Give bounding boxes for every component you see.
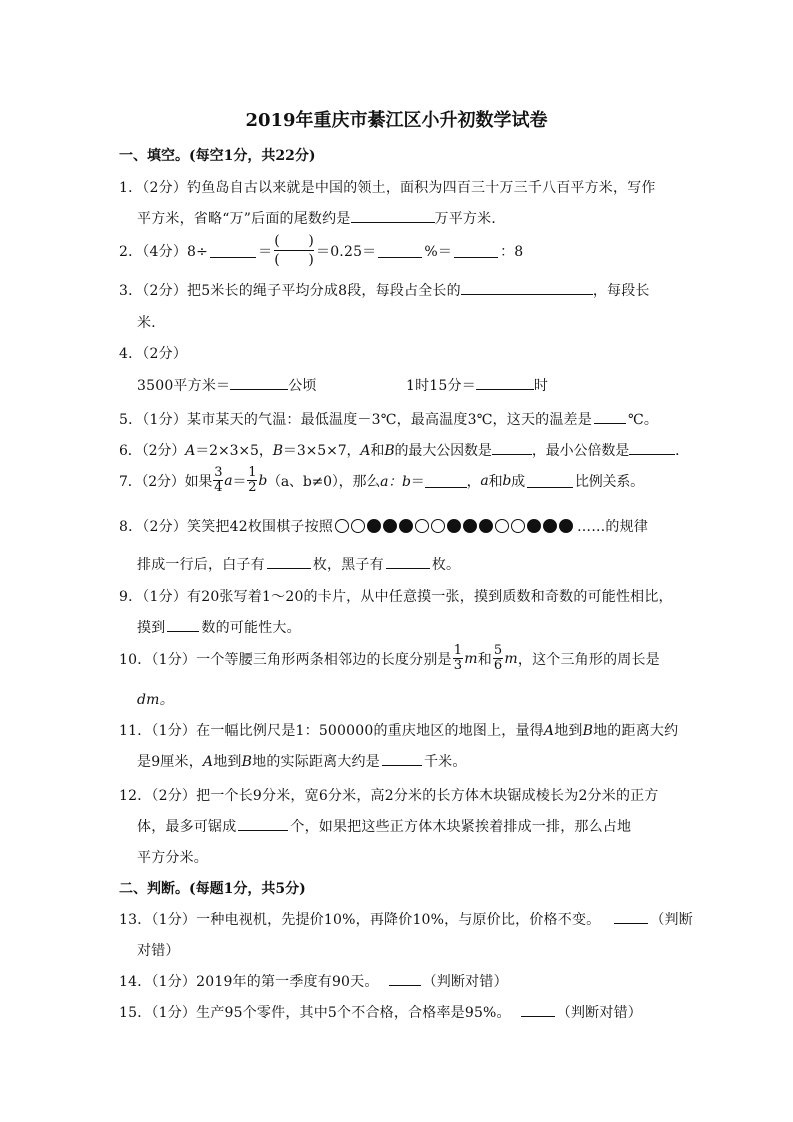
answer-blank[interactable] [389, 971, 421, 986]
q14-text: 14．（1分）2019年的第一季度有90天。 [119, 974, 379, 990]
q5-text-b: ℃。 [627, 412, 659, 428]
question-9-line-1: 9．（1分）有20张写着1～20的卡片，从中任意摸一张，摸到质数和奇数的可能性相比， [119, 589, 673, 605]
question-11-line-2 [137, 751, 467, 771]
q12-text: 体，最多可锯成 [137, 819, 237, 835]
answer-blank[interactable] [267, 554, 311, 569]
q6-text: ＝2×3×5， [195, 443, 273, 459]
q11-text: 是9厘米， [137, 754, 203, 770]
q7-text: （a、b≠0），那么 [267, 473, 381, 490]
q7-text: ， [466, 473, 481, 490]
q13-text: 13．（1分）一种电视机，先提价10%，再降价10%，与原价比，价格不变。 [119, 912, 601, 928]
q4-text-a: 3500平方米＝ [137, 378, 231, 394]
question-4-part-a [137, 375, 317, 395]
q3-text-a: 3．（2分）把5米长的绳子平均分成8段，每段占全长的 [119, 283, 461, 299]
fraction-denominator: 6 [493, 658, 503, 673]
black-stone-icon [463, 519, 477, 533]
white-stone-icon [335, 519, 349, 533]
page-title: 2019年重庆市綦江区小升初数学试卷 [245, 110, 548, 131]
q9-text: 摸到 [137, 620, 166, 636]
answer-blank[interactable] [614, 909, 648, 924]
question-12-line-2 [137, 816, 631, 836]
q11-text: 地到 [213, 754, 242, 770]
q5-text-a: 5．（1分）某市某天的气温：最低温度－3℃，最高温度3℃，这天的温差是 [119, 412, 592, 428]
fraction-five-sixths [493, 644, 503, 673]
q6-text: ． [675, 443, 690, 459]
question-10-line-1 [119, 644, 660, 673]
q6-text: ，最小公倍数是 [531, 443, 630, 459]
q2-text-e: ：8 [500, 243, 524, 260]
q7-text: ＝ [410, 473, 425, 490]
q7-text: 成 [511, 473, 525, 490]
answer-blank[interactable] [527, 473, 573, 488]
point-b: B [582, 723, 594, 739]
fraction-numerator: 1 [453, 643, 463, 658]
point-a: A [202, 754, 214, 770]
variable-b: b [502, 472, 512, 489]
white-stone-icon [495, 519, 509, 533]
black-stone-icon [479, 519, 493, 533]
variable-a: a [480, 472, 489, 489]
q2-text-c: ＝0.25＝ [316, 243, 377, 260]
q7-text: 和 [488, 473, 503, 490]
q6-text: 和 [370, 443, 385, 459]
q9-text: 数的可能性大。 [201, 620, 301, 636]
black-stone-icon [399, 519, 413, 533]
question-1-line-1: 1．（2分）钓鱼岛自古以来就是中国的领土，面积为四百三十万三千八百平方米，写作 [119, 180, 656, 196]
answer-blank[interactable] [351, 208, 435, 223]
white-stone-icon [351, 519, 365, 533]
variable-b: b [258, 472, 268, 489]
q8-text: 枚。 [431, 557, 461, 573]
q10-text: 和 [477, 651, 492, 668]
q11-text: 地到 [554, 723, 583, 739]
q7-text: 7．（2分）如果 [119, 473, 213, 490]
variable-a: A [360, 443, 371, 459]
fraction-three-quarters [213, 466, 223, 495]
question-2 [119, 232, 523, 269]
black-stone-icon [383, 519, 397, 533]
fraction-denominator: 4 [214, 480, 223, 495]
q4-text-d: 时 [533, 378, 549, 394]
question-1-line-2 [137, 208, 506, 228]
fraction-denominator: 3 [453, 658, 463, 673]
answer-blank[interactable] [210, 243, 256, 258]
fraction-numerator: 3 [214, 465, 223, 480]
question-10-line-2 [137, 689, 174, 709]
q12-text: 个，如果把这些正方体木块紧挨着排成一排，那么占地 [290, 819, 632, 835]
q6-text: 的最大公因数是 [394, 443, 492, 459]
q15-text: （判断对错） [556, 1005, 642, 1021]
unit-m: m [504, 650, 518, 667]
q4-text-c: 1时15分＝ [406, 378, 476, 394]
section-heading-true-false: 二、判断。(每题1分，共5分) [119, 881, 306, 897]
white-stone-icon [415, 519, 429, 533]
answer-blank[interactable] [629, 440, 675, 455]
fraction-numerator: 5 [493, 643, 503, 658]
q8-text: ……的规律 [577, 519, 649, 535]
q2-text-d: %＝ [424, 243, 453, 260]
answer-blank[interactable] [378, 243, 422, 258]
answer-blank[interactable] [238, 816, 288, 831]
answer-blank[interactable] [230, 375, 288, 390]
q8-text: 8．（2分）笑笑把42枚围棋子按照 [119, 519, 334, 535]
q8-text: 排成一行后，白子有 [137, 557, 265, 573]
white-stone-icon [511, 519, 525, 533]
black-stone-icon [559, 519, 573, 533]
question-8-line-2 [137, 554, 460, 574]
question-11-line-1 [119, 720, 678, 740]
answer-blank[interactable] [594, 409, 626, 424]
question-12-line-1: 12．（2分）把一个长9分米，宽6分米，高2分米的长方体木块锯成棱长为2分米的正方 [119, 788, 659, 804]
question-13-line-2: 对错） [137, 943, 180, 959]
variable-b: B [272, 443, 283, 459]
question-15 [119, 1002, 642, 1022]
question-6 [119, 440, 689, 460]
unit-dm: dm。 [137, 692, 174, 708]
answer-blank[interactable] [521, 1002, 555, 1017]
question-14 [119, 971, 508, 991]
q4-text-b: 公顷 [288, 378, 317, 394]
q13-text: （判断 [650, 912, 693, 928]
section-heading-fill-in: 一、填空。(每空1分，共22分) [119, 148, 316, 164]
answer-blank[interactable] [167, 617, 199, 632]
answer-blank[interactable] [476, 375, 534, 390]
variable-b: B [384, 443, 395, 459]
q1-text-a: 平方米，省略“万”后面的尾数约是 [137, 211, 351, 227]
question-8-line-1 [119, 516, 648, 536]
question-12-line-3: 平方分米。 [137, 850, 208, 866]
q15-text: 15．（1分）生产95个零件，其中5个不合格，合格率是95%。 [119, 1005, 511, 1021]
answer-blank[interactable] [492, 440, 532, 455]
question-5 [119, 409, 658, 429]
fraction-denominator: ( ) [274, 252, 314, 268]
black-stone-icon [527, 519, 541, 533]
black-stone-icon [447, 519, 461, 533]
q2-text-a: 2．（4分）8÷ [119, 243, 209, 260]
q8-text: 枚，黑子有 [312, 557, 384, 573]
q11-text: 千米。 [423, 754, 467, 770]
q3-text-b: ，每段长 [592, 283, 650, 299]
q1-text-b: 万平方米． [434, 211, 506, 227]
fraction-one-third [453, 644, 463, 673]
q2-text-b: ＝ [258, 243, 273, 260]
ratio-a-b: a：b [380, 473, 411, 490]
question-4-part-b [406, 375, 548, 395]
go-stone-pattern [335, 519, 575, 533]
q11-text: 地的距离大约 [593, 723, 679, 739]
fraction-numerator: 1 [248, 465, 257, 480]
question-3-line-1 [119, 280, 650, 300]
fraction-one-half [247, 466, 257, 495]
question-9-line-2 [137, 617, 301, 637]
fraction-denominator: 2 [248, 480, 257, 495]
question-3-line-2: 米． [137, 315, 166, 331]
answer-blank[interactable] [461, 280, 593, 295]
q7-text: 比例关系。 [574, 473, 644, 490]
answer-blank[interactable] [454, 243, 498, 258]
answer-blank[interactable] [382, 751, 422, 766]
point-b: B [241, 754, 253, 770]
answer-blank[interactable] [425, 473, 467, 488]
fraction-blank[interactable] [274, 232, 314, 269]
variable-a: a [224, 472, 233, 489]
question-7 [119, 466, 644, 495]
q11-text: 11．（1分）在一幅比例尺是1：500000的重庆地区的地图上，量得 [119, 723, 544, 739]
q6-text: ＝3×5×7， [282, 443, 361, 459]
answer-blank[interactable] [386, 554, 430, 569]
q7-text: ＝ [232, 473, 247, 490]
unit-m: m [464, 650, 478, 667]
point-a: A [543, 723, 555, 739]
black-stone-icon [367, 519, 381, 533]
variable-a: A [185, 443, 196, 459]
question-4-line-1: 4．（2分） [119, 346, 188, 362]
q6-text: 6．（2分） [119, 443, 186, 459]
black-stone-icon [543, 519, 557, 533]
fraction-numerator: ( ) [274, 233, 314, 249]
white-stone-icon [431, 519, 445, 533]
q11-text: 地的实际距离大约是 [252, 754, 380, 770]
q10-text: 10．（1分）一个等腰三角形两条相邻边的长度分别是 [119, 651, 452, 668]
q10-text: ，这个三角形的周长是 [517, 651, 660, 668]
q14-text: （判断对错） [422, 974, 508, 990]
question-13-line-1 [119, 909, 693, 929]
